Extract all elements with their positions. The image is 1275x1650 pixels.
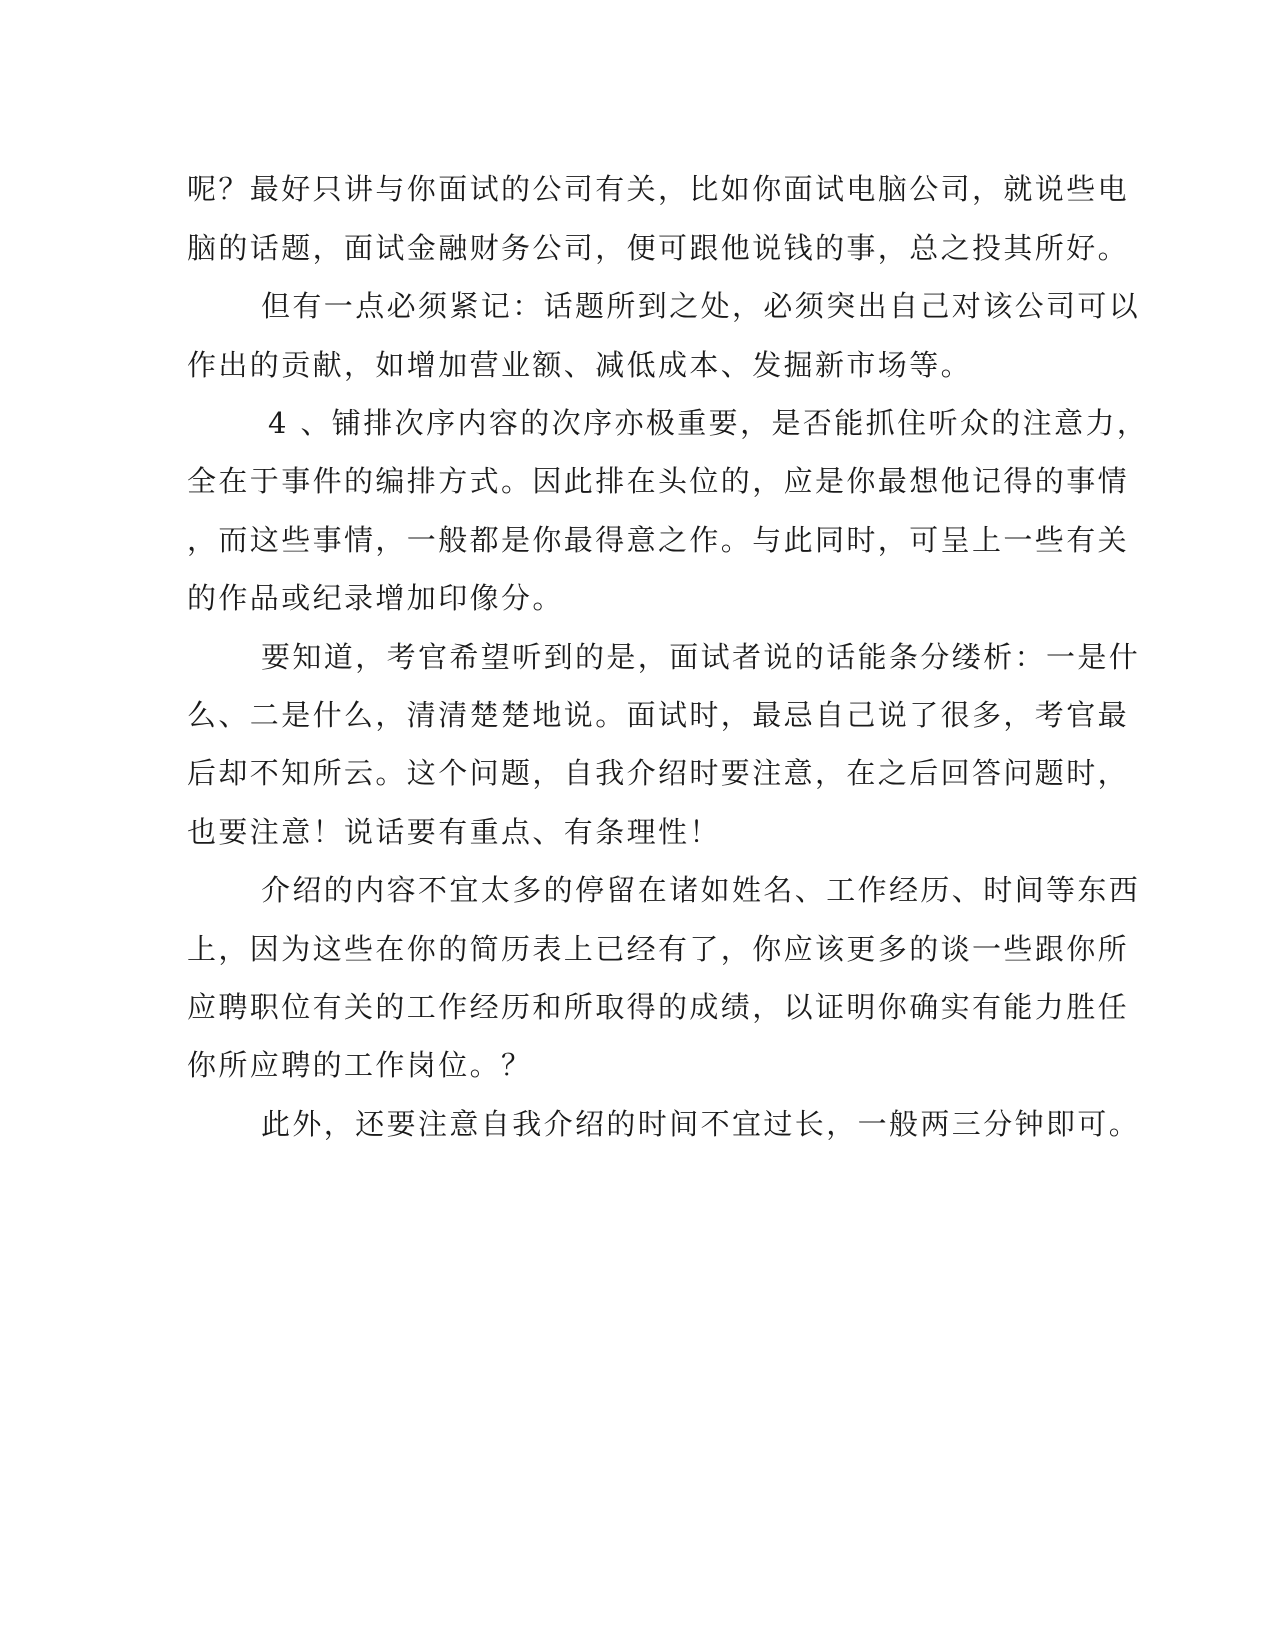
paragraph-first-line: 要知道，考官希望听到的是，面试者说的话能条分缕析：一是什 bbox=[261, 640, 1141, 674]
paragraph-first-line: 此外，还要注意自我介绍的时间不宜过长，一般两三分钟即可。 bbox=[261, 1107, 1141, 1141]
text-line: 后却不知所云。这个问题，自我介绍时要注意，在之后回答问题时， bbox=[187, 756, 1130, 790]
text-line: 呢？最好只讲与你面试的公司有关，比如你面试电脑公司，就说些电 bbox=[187, 172, 1130, 206]
paragraph-first-line: 4 、铺排次序内容的次序亦极重要，是否能抓住听众的注意力， bbox=[268, 406, 1149, 440]
text-line: 的作品或纪录增加印像分。 bbox=[187, 581, 564, 615]
text-line: 应聘职位有关的工作经历和所取得的成绩，以证明你确实有能力胜任 bbox=[187, 990, 1130, 1024]
text-line: 也要注意！说话要有重点、有条理性！ bbox=[187, 815, 721, 849]
text-line: 全在于事件的编排方式。因此排在头位的，应是你最想他记得的事情 bbox=[187, 464, 1130, 498]
text-line: ，而这些事情，一般都是你最得意之作。与此同时，可呈上一些有关 bbox=[187, 523, 1130, 557]
text-line: 作出的贡献，如增加营业额、减低成本、发掘新市场等。 bbox=[187, 348, 973, 382]
text-line: 上，因为这些在你的简历表上已经有了，你应该更多的谈一些跟你所 bbox=[187, 932, 1130, 966]
paragraph-first-line: 但有一点必须紧记：话题所到之处，必须突出自己对该公司可以 bbox=[261, 289, 1141, 323]
text-line: 脑的话题，面试金融财务公司，便可跟他说钱的事，总之投其所好。 bbox=[187, 231, 1130, 265]
text-line: 么、二是什么，清清楚楚地说。面试时，最忌自己说了很多，考官最 bbox=[187, 698, 1130, 732]
paragraph-first-line: 介绍的内容不宜太多的停留在诸如姓名、工作经历、时间等东西 bbox=[261, 873, 1141, 907]
text-line: 你所应聘的工作岗位。？ bbox=[187, 1048, 533, 1082]
